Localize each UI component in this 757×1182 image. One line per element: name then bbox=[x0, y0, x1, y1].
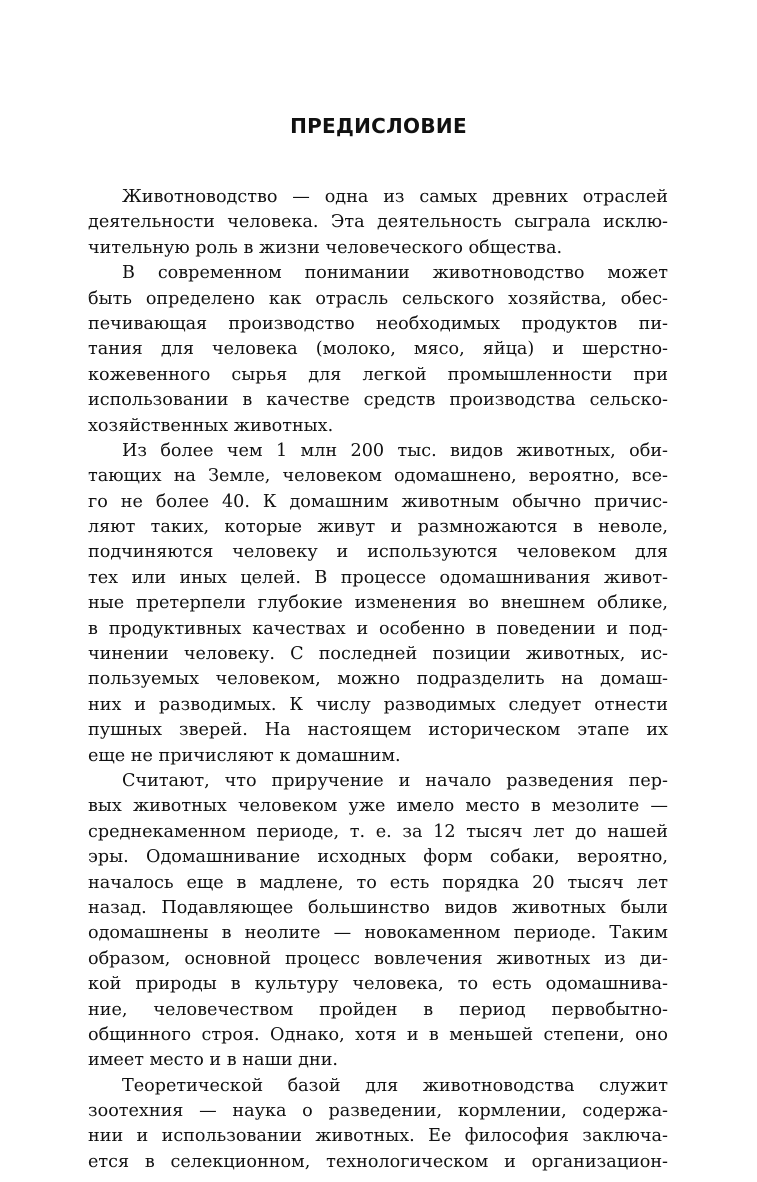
text-line: печивающая производство необходимых продуктов пи- bbox=[88, 313, 668, 334]
page-title: ПРЕДИСЛОВИЕ bbox=[290, 114, 467, 138]
text-line: чинении человеку. С последней позиции животных, ис- bbox=[88, 644, 668, 665]
text-line: ляют таких, которые живут и размножаются в неволе, bbox=[88, 517, 668, 538]
text-line: деятельности человека. Эта деятельность сыграла исклю- bbox=[88, 212, 668, 233]
text-line: зоотехния — наука о разведении, кормлении, содержа- bbox=[88, 1101, 668, 1122]
text-line: хозяйственных животных. bbox=[88, 415, 334, 436]
text-line: тания для человека (молоко, мясо, яйца) и шерстно- bbox=[88, 339, 668, 360]
text-line: го не более 40. К домашним животным обычно причис- bbox=[88, 491, 668, 512]
text-line: общинного строя. Однако, хотя и в меньшей степени, оно bbox=[88, 1024, 668, 1045]
text-line: одомашнены в неолите — новокаменном периоде. Таким bbox=[88, 923, 668, 944]
text-line: подчиняются человеку и используются человеком для bbox=[88, 542, 668, 563]
text-line: еще не причисляют к домашним. bbox=[88, 745, 401, 766]
text-line: в продуктивных качествах и особенно в поведении и под- bbox=[88, 618, 668, 639]
text-line: В современном понимании животноводство может bbox=[122, 263, 668, 284]
text-line: Животноводство — одна из самых древних отраслей bbox=[122, 187, 668, 207]
text-line: Считают, что приручение и начало разведения пер- bbox=[122, 770, 668, 791]
text-line: кой природы в культуру человека, то есть одомашнива- bbox=[88, 974, 668, 995]
text-line: ние, человечеством пройден в период первобытно- bbox=[88, 999, 668, 1020]
text-line: тающих на Земле, человеком одомашнено, вероятно, все- bbox=[88, 466, 668, 487]
text-line: имеет место и в наши дни. bbox=[88, 1050, 339, 1071]
text-line: тех или иных целей. В процессе одомашнивания живот- bbox=[88, 567, 668, 588]
text-line: Из более чем 1 млн 200 тыс. видов животных, оби- bbox=[122, 440, 668, 461]
text-line: пушных зверей. На настоящем историческом этапе их bbox=[88, 720, 668, 741]
body-text bbox=[88, 185, 668, 1175]
text-line: них и разводимых. К числу разводимых следует отнести bbox=[88, 694, 668, 715]
text-line: кожевенного сырья для легкой промышленности при bbox=[88, 364, 668, 385]
text-line: вых животных человеком уже имело место в мезолите — bbox=[88, 796, 668, 817]
text-line: чительную роль в жизни человеческого общества. bbox=[88, 237, 563, 258]
text-line: Теоретической базой для животноводства служит bbox=[122, 1075, 668, 1096]
text-line: началось еще в мадлене, то есть порядка 20 тысяч лет bbox=[88, 872, 668, 893]
text-line: ется в селекционном, технологическом и организацион- bbox=[88, 1151, 668, 1172]
text-line: нии и использовании животных. Ее философия заключа- bbox=[88, 1126, 668, 1147]
text-line: быть определено как отрасль сельского хозяйства, обес- bbox=[88, 288, 668, 309]
text-line: образом, основной процесс вовлечения животных из ди- bbox=[88, 948, 668, 969]
text-line: среднекаменном периоде, т. е. за 12 тысяч лет до нашей bbox=[88, 821, 668, 842]
text-line: эры. Одомашнивание исходных форм собаки, вероятно, bbox=[88, 847, 668, 868]
text-line: использовании в качестве средств производства сельско- bbox=[88, 390, 668, 411]
text-line: пользуемых человеком, можно подразделить на домаш- bbox=[88, 669, 668, 690]
text-line: назад. Подавляющее большинство видов животных были bbox=[88, 897, 668, 918]
text-line: ные претерпели глубокие изменения во внешнем облике, bbox=[88, 593, 668, 614]
